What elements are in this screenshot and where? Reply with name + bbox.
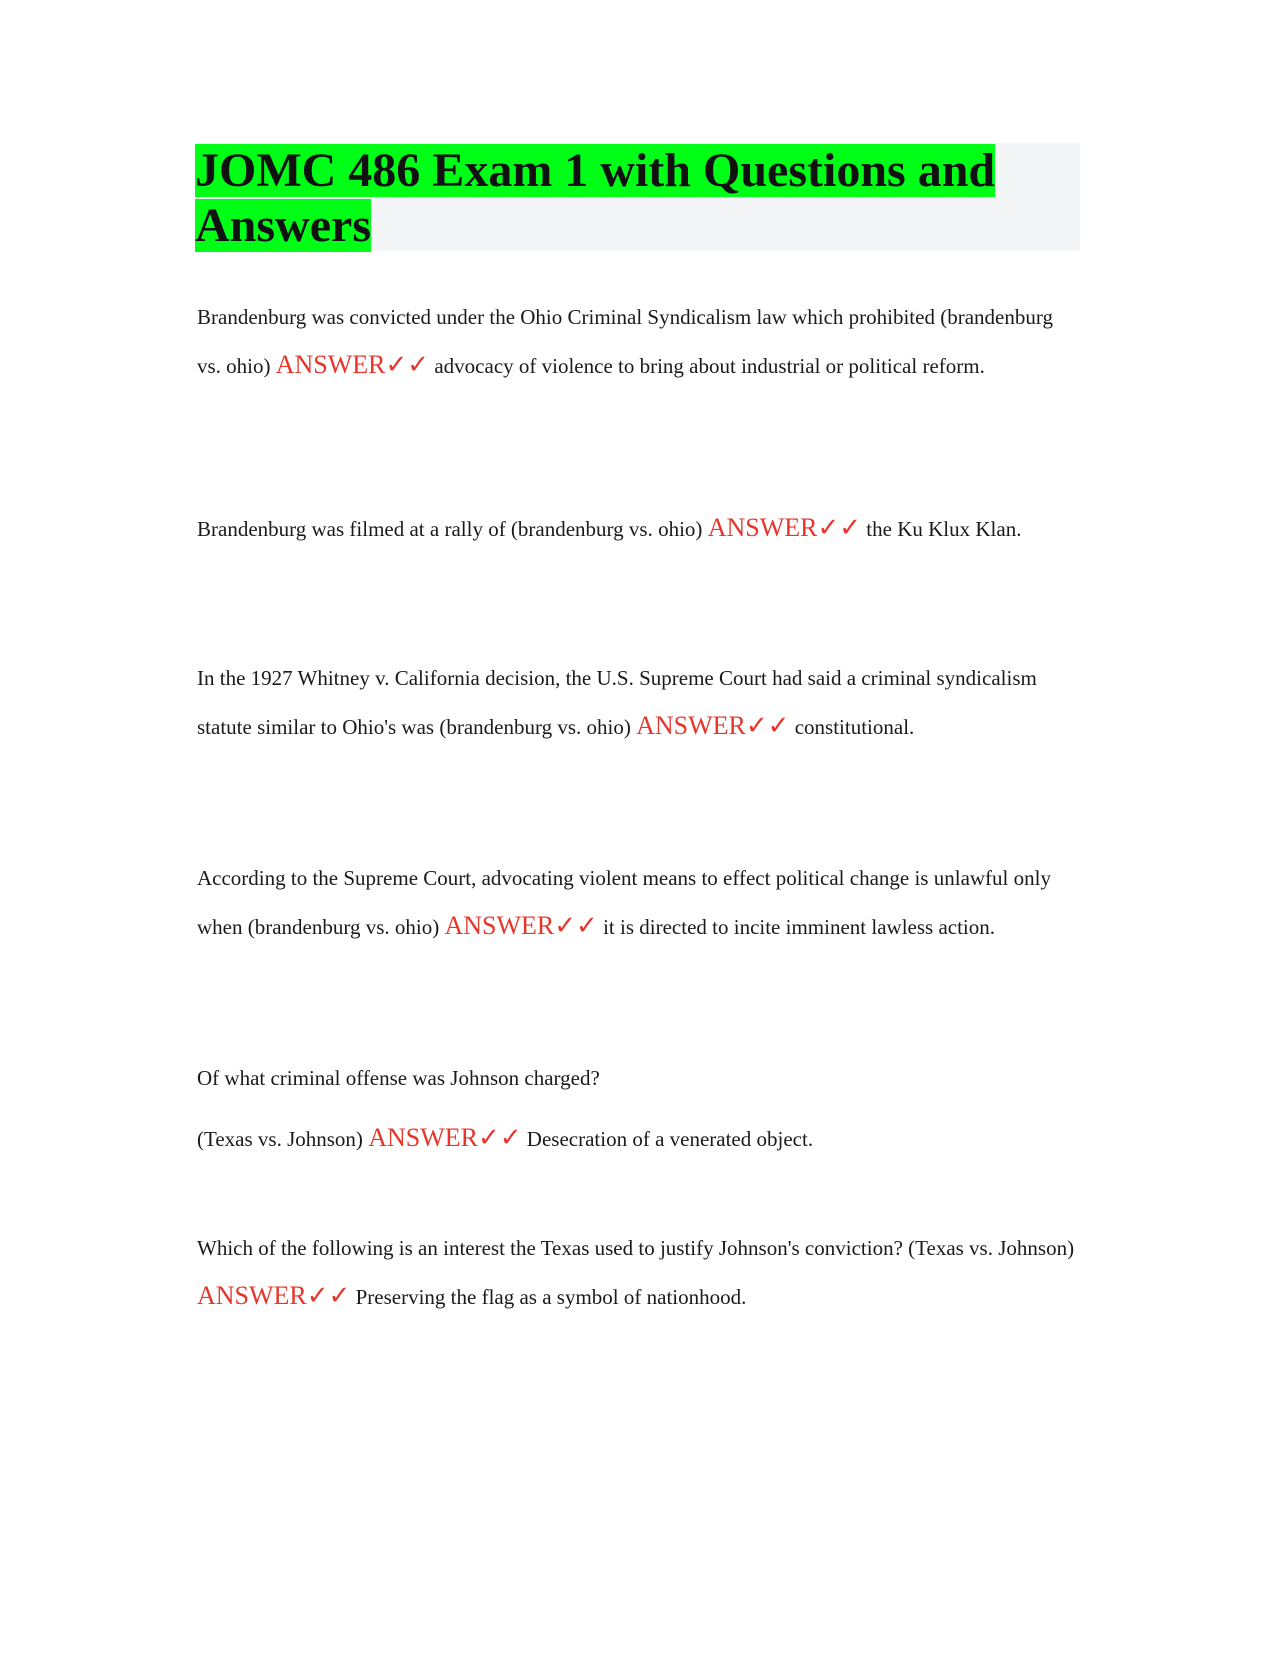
- answer-marker: ANSWER✓✓: [444, 911, 598, 940]
- qa-item-6: [197, 1225, 1077, 1321]
- title-block: [195, 143, 1080, 251]
- document-title: [195, 143, 1080, 253]
- answer-text: Preserving the flag as a symbol of nationhood.: [355, 1285, 747, 1309]
- question-text: In the 1927 Whitney v. California decision, the U.S. Supreme Court had said a criminal syndicalism statute similar to Ohio's was (brandenburg vs. ohio): [197, 666, 1037, 739]
- answer-marker: ANSWER✓✓: [707, 513, 862, 542]
- question-text: Brandenburg was filmed at a rally of (brandenburg vs. ohio): [197, 517, 703, 541]
- qa-item-5: [197, 1055, 1077, 1163]
- answer-text: it is directed to incite imminent lawless action.: [603, 915, 995, 939]
- answer-marker: ANSWER✓✓: [197, 1281, 351, 1310]
- answer-marker: ANSWER✓✓: [636, 711, 790, 740]
- answer-text: the Ku Klux Klan.: [866, 517, 1022, 541]
- question-text: Brandenburg was convicted under the Ohio Criminal Syndicalism law which prohibited (brandenburg vs. ohio): [197, 305, 1053, 378]
- answer-text: constitutional.: [794, 715, 915, 739]
- question-text: Of what criminal offense was Johnson charged?: [197, 1066, 600, 1090]
- qa-item-1: [197, 294, 1077, 390]
- qa-item-2: [197, 504, 1077, 553]
- qa-item-4: [197, 855, 1077, 951]
- answer-marker: ANSWER✓✓: [368, 1123, 522, 1152]
- question-tag: (Texas vs. Johnson): [197, 1127, 363, 1151]
- question-text: Which of the following is an interest the Texas used to justify Johnson's conviction? (Texas vs. Johnson): [197, 1236, 1075, 1260]
- answer-text: advocacy of violence to bring about industrial or political reform.: [434, 354, 985, 378]
- question-text: According to the Supreme Court, advocating violent means to effect political change is unlawful only when (brandenburg vs. ohio): [197, 866, 1051, 939]
- title-highlight: JOMC 486 Exam 1 with Questions and Answers: [195, 144, 996, 252]
- answer-text: Desecration of a venerated object.: [526, 1127, 814, 1151]
- answer-line: [197, 1114, 1077, 1163]
- qa-item-3: [197, 655, 1077, 751]
- answer-marker: ANSWER✓✓: [275, 350, 430, 379]
